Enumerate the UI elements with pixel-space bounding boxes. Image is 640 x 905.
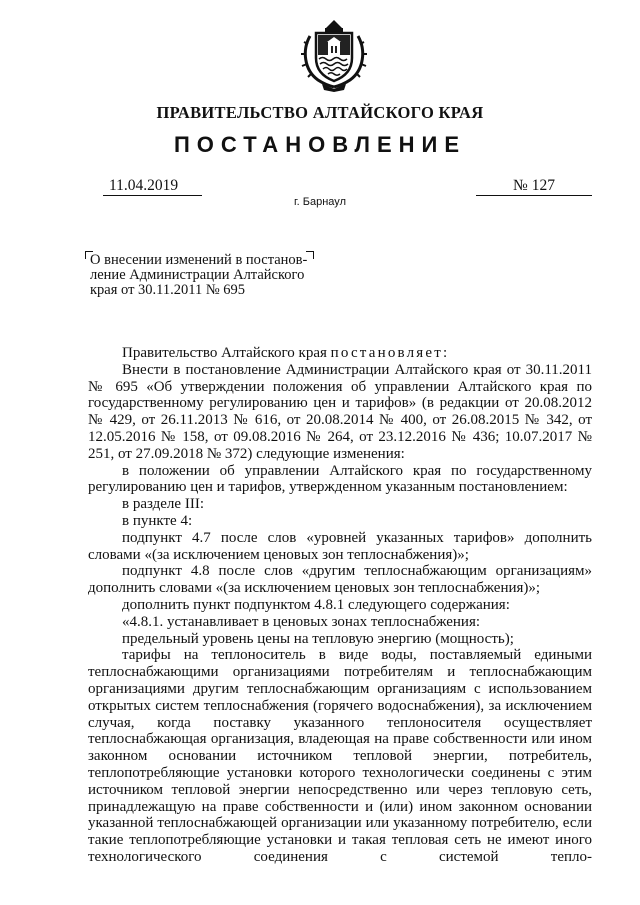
subject-line: ление Администрации Алтайского [90, 267, 305, 283]
paragraph: подпункт 4.7 после слов «уровней указанных тарифов» дополнить словами «(за исключением ценовых зон теплоснабжения)»; [88, 529, 592, 563]
document-body [88, 345, 592, 866]
decree-colon: : [443, 345, 448, 361]
paragraph: в разделе III: [122, 496, 204, 513]
paragraph: тарифы на теплоноситель в виде воды, поставляемый едиными теплоснабжающими организациями потребителям и теплоснабжающим организациями другим теплоснабжающим организациям с использованием открытых систем теплоснабжения (горячего водоснабжения), за исключением случая, когда поставку указанного теплоносителя осуществляет теплоснабжающая организация, владеющая на праве собственности или ином законном основании источником тепловой энергии, потребитель, теплопотребляющие установки которого технологически соединены с этим источником тепловой энергии непосредственно или через тепловую сеть, принадлежащую на праве собственности и (или) ином законном основании указанной теплоснабжающей организации или указанному потребителю, если такие теплопотребляющие установки и такая тепловая сеть не имеют иного технологического соединения с системой тепло- [88, 647, 592, 865]
document-type: ПОСТАНОВЛЕНИЕ [173, 132, 467, 157]
decree-intro: Правительство Алтайского края [122, 345, 331, 361]
paragraph: дополнить пункт подпунктом 4.8.1 следующего содержания: [122, 596, 510, 613]
subject-block [90, 253, 310, 298]
government-name: ПРАВИТЕЛЬСТВО АЛТАЙСКОГО КРАЯ [156, 103, 484, 122]
paragraph [88, 345, 592, 362]
document-date: 11.04.2019 [103, 177, 202, 196]
paragraph: «4.8.1. устанавливает в ценовых зонах теплоснабжения: [122, 613, 481, 630]
paragraph: подпункт 4.8 после слов «другим теплоснабжающим организациям» дополнить словами «(за исключением ценовых зон теплоснабжения)»; [88, 563, 592, 597]
coat-of-arms-icon [298, 18, 370, 92]
paragraph: в положении об управлении Алтайского края по государственному регулированию цен и тарифов, утвержденном указанным постановлением: [88, 462, 592, 496]
subject-line: О внесении изменений в постанов- [90, 252, 308, 268]
paragraph: в пункте 4: [122, 512, 193, 529]
city: г. Барнаул [294, 196, 346, 208]
decree-verb: постановляет [330, 345, 444, 361]
paragraph: Внести в постановление Администрации Алтайского края от 30.11.2011 № 695 «Об утверждении положения об управлении Алтайского края по государственному регулированию цен и тарифов» (в редакции от 20.08.2012 № 429, от 26.11.2013 № 616, от 20.08.2014 № 400, от 26.08.2015 № 342, от 12.05.2016 № 158, от 09.08.2016 № 264, от 23.12.2016 № 436; 10.07.2017 № 251, от 27.09.2018 № 372) следующие изменения: [88, 361, 592, 462]
subject-line: края от 30.11.2011 № 695 [90, 282, 246, 298]
document-number: № 127 [476, 177, 592, 196]
paragraph: предельный уровень цены на тепловую энергию (мощность); [122, 630, 514, 647]
